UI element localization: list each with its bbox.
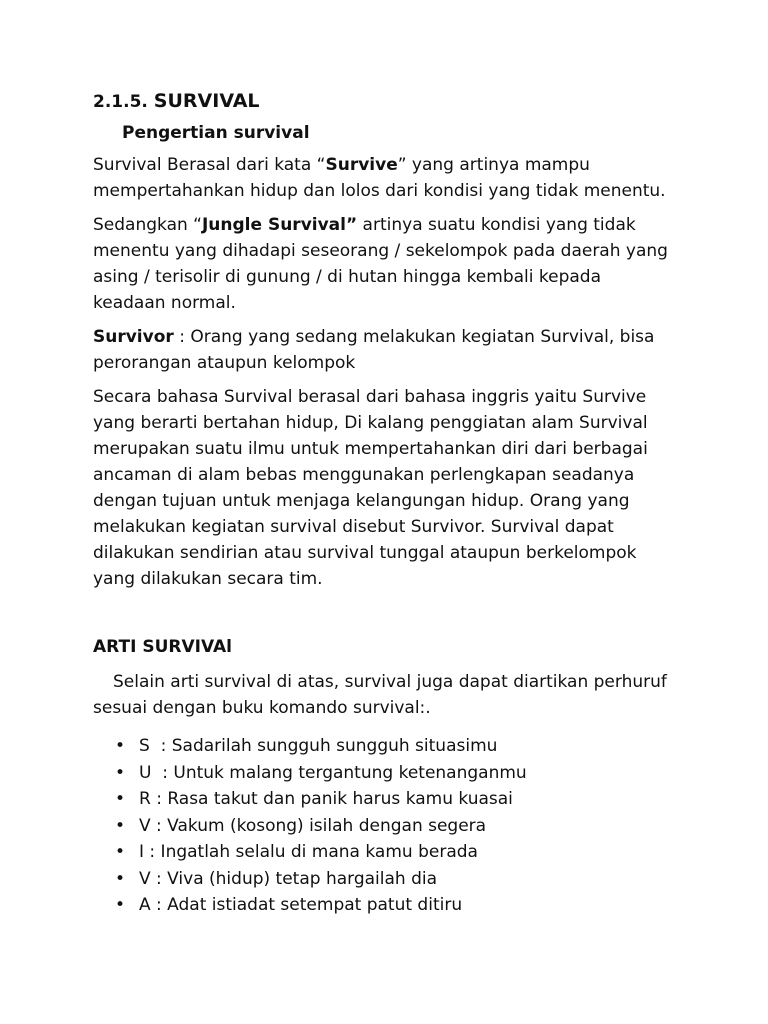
list-item xyxy=(115,733,678,760)
paragraph-survive-text-before: Survival Berasal dari kata “ xyxy=(93,155,326,175)
list-item-text: S : Sadarilah sungguh sungguh situasimu xyxy=(139,736,498,756)
list-item-text: A : Adat istiadat setempat patut ditiru xyxy=(139,895,463,915)
spacer xyxy=(93,600,678,634)
arti-survival-heading: ARTI SURVIVAl xyxy=(93,637,232,657)
paragraph-jungle-text-after: artinya suatu kondisi yang tidak menentu yang dihadapi seseorang / sekelompok pada daerah yang asing / terisolir di gunung / di hutan hingga kembali kepada keadaan normal. xyxy=(93,215,668,313)
paragraph-jungle-text-before: Sedangkan “ xyxy=(93,215,202,235)
paragraph-jungle-survival xyxy=(93,212,678,316)
list-item xyxy=(115,892,678,919)
bullet-icon: • xyxy=(115,842,126,862)
bullet-icon: • xyxy=(115,868,126,889)
list-item-text: I : Ingatlah selalu di mana kamu berada xyxy=(139,842,478,862)
list-item-text: V : Viva (hidup) tetap hargailah dia xyxy=(139,868,438,889)
section-heading xyxy=(93,88,678,115)
section-title: SURVIVAL xyxy=(153,90,260,112)
paragraph-survivor-text: : Orang yang sedang melakukan kegiatan Survival, bisa perorangan ataupun kelompok xyxy=(93,327,655,373)
list-item xyxy=(115,786,678,813)
bullet-icon: • xyxy=(115,789,126,809)
paragraph-bahasa: Secara bahasa Survival berasal dari bahasa inggris yaitu Survive yang berarti bertahan hidup, Di kalang penggiatan alam Survival merupakan suatu ilmu untuk mempertahankan diri dari berbagai ancaman di alam bebas menggunakan perlengkapan seadanya dengan tujuan untuk menjaga kelangungan hidup. Orang yang melakukan kegiatan survival disebut Survivor. Survival dapat dilakukan sendirian atau survival tunggal ataupun berkelompok yang dilakukan secara tim. xyxy=(93,387,648,589)
term-jungle-survival: Jungle Survival” xyxy=(201,215,358,235)
section-number: 2.1.5. xyxy=(93,92,148,112)
list-item xyxy=(115,839,678,866)
list-item xyxy=(115,866,678,893)
list-item-text: R : Rasa takut dan panik harus kamu kuasai xyxy=(139,789,513,809)
term-survive: Survive xyxy=(325,155,398,175)
list-item xyxy=(115,813,678,840)
bullet-icon: • xyxy=(115,762,126,783)
paragraph-survivor xyxy=(93,324,678,376)
paragraph-survive-definition xyxy=(93,152,678,204)
term-survivor: Survivor xyxy=(93,327,174,347)
acronym-list xyxy=(93,733,678,919)
list-item xyxy=(115,760,678,787)
bullet-icon: • xyxy=(115,736,126,756)
list-item-text: U : Untuk malang tergantung ketenanganmu xyxy=(139,762,527,783)
subsection-title: Pengertian survival xyxy=(122,123,310,143)
list-item-text: V : Vakum (kosong) isilah dengan segera xyxy=(139,815,487,836)
bullet-icon: • xyxy=(115,895,126,915)
paragraph-survive-text-after: ” yang artinya mampu mempertahankan hidup dan lolos dari kondisi yang tidak menentu. xyxy=(93,155,666,201)
bullet-icon: • xyxy=(115,815,126,836)
arti-survival-intro: Selain arti survival di atas, survival juga dapat diartikan perhuruf sesuai dengan buku komando survival:. xyxy=(93,672,667,718)
